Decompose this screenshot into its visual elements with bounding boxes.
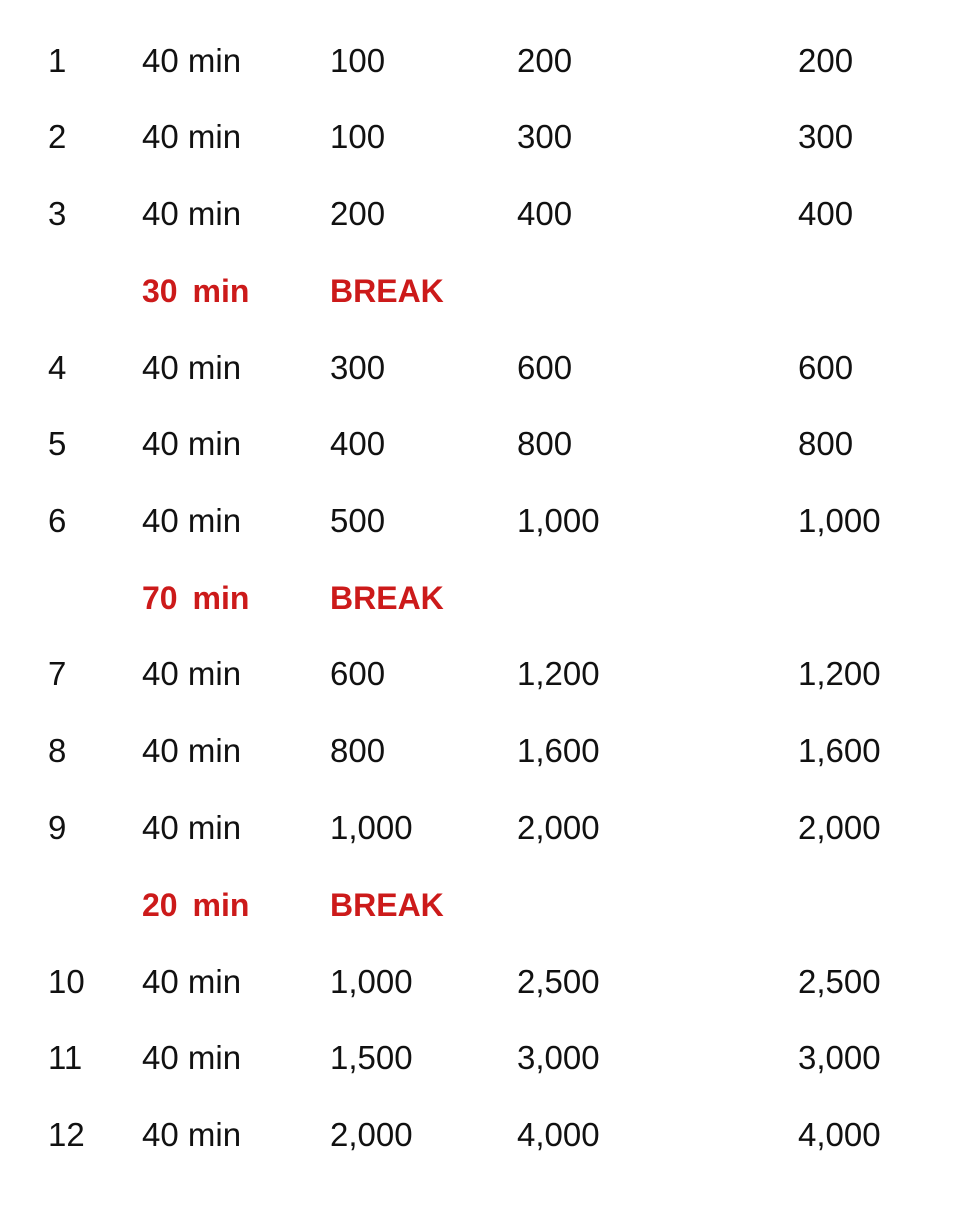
level-number: 5 — [48, 425, 67, 462]
small-blind-value: 200 — [330, 195, 386, 232]
level-number: 2 — [48, 118, 67, 155]
level-number: 3 — [48, 195, 67, 232]
small-blind-value: 1,500 — [330, 1039, 413, 1076]
break-row — [0, 573, 954, 623]
small-blind-value: 800 — [330, 732, 386, 769]
ante-value: 4,000 — [798, 1116, 881, 1153]
level-duration: 40 min — [142, 655, 242, 692]
level-row — [0, 1110, 954, 1160]
level-row — [0, 419, 954, 469]
big-blind-value: 4,000 — [517, 1116, 600, 1153]
break-label: BREAK — [330, 580, 444, 616]
level-number: 4 — [48, 349, 67, 386]
level-number: 7 — [48, 655, 67, 692]
ante-value: 800 — [798, 425, 854, 462]
level-duration: 40 min — [142, 349, 242, 386]
ante-value: 1,200 — [798, 655, 881, 692]
ante-value: 200 — [798, 42, 854, 79]
small-blind-value: 400 — [330, 425, 386, 462]
ante-value: 1,600 — [798, 732, 881, 769]
small-blind-value: 2,000 — [330, 1116, 413, 1153]
level-row — [0, 343, 954, 393]
big-blind-value: 800 — [517, 425, 573, 462]
level-row — [0, 1033, 954, 1083]
level-row — [0, 649, 954, 699]
level-number: 1 — [48, 42, 67, 79]
level-duration: 40 min — [142, 195, 242, 232]
level-row — [0, 957, 954, 1007]
small-blind-value: 100 — [330, 42, 386, 79]
level-row — [0, 189, 954, 239]
level-duration: 40 min — [142, 502, 242, 539]
break-row — [0, 880, 954, 930]
small-blind-value: 300 — [330, 349, 386, 386]
break-label: BREAK — [330, 887, 444, 923]
small-blind-value: 500 — [330, 502, 386, 539]
level-number: 9 — [48, 809, 67, 846]
break-duration: 30 min — [142, 273, 250, 309]
break-row — [0, 266, 954, 316]
break-label: BREAK — [330, 273, 444, 309]
big-blind-value: 1,200 — [517, 655, 600, 692]
big-blind-value: 300 — [517, 118, 573, 155]
level-row — [0, 36, 954, 86]
big-blind-value: 1,600 — [517, 732, 600, 769]
break-duration: 20 min — [142, 887, 250, 923]
small-blind-value: 1,000 — [330, 809, 413, 846]
ante-value: 2,000 — [798, 809, 881, 846]
ante-value: 3,000 — [798, 1039, 881, 1076]
level-duration: 40 min — [142, 732, 242, 769]
level-duration: 40 min — [142, 809, 242, 846]
ante-value: 300 — [798, 118, 854, 155]
big-blind-value: 200 — [517, 42, 573, 79]
ante-value: 2,500 — [798, 963, 881, 1000]
big-blind-value: 1,000 — [517, 502, 600, 539]
ante-value: 600 — [798, 349, 854, 386]
small-blind-value: 1,000 — [330, 963, 413, 1000]
level-row — [0, 496, 954, 546]
level-duration: 40 min — [142, 425, 242, 462]
level-duration: 40 min — [142, 1116, 242, 1153]
big-blind-value: 2,000 — [517, 809, 600, 846]
level-row — [0, 803, 954, 853]
big-blind-value: 2,500 — [517, 963, 600, 1000]
level-duration: 40 min — [142, 118, 242, 155]
level-duration: 40 min — [142, 963, 242, 1000]
level-duration: 40 min — [142, 42, 242, 79]
ante-value: 1,000 — [798, 502, 881, 539]
big-blind-value: 3,000 — [517, 1039, 600, 1076]
ante-value: 400 — [798, 195, 854, 232]
small-blind-value: 100 — [330, 118, 386, 155]
level-row — [0, 726, 954, 776]
big-blind-value: 600 — [517, 349, 573, 386]
small-blind-value: 600 — [330, 655, 386, 692]
level-row — [0, 112, 954, 162]
level-number: 12 — [48, 1116, 85, 1153]
big-blind-value: 400 — [517, 195, 573, 232]
level-number: 8 — [48, 732, 67, 769]
level-duration: 40 min — [142, 1039, 242, 1076]
level-number: 10 — [48, 963, 85, 1000]
break-duration: 70 min — [142, 580, 250, 616]
level-number: 6 — [48, 502, 67, 539]
level-number: 11 — [48, 1039, 83, 1076]
